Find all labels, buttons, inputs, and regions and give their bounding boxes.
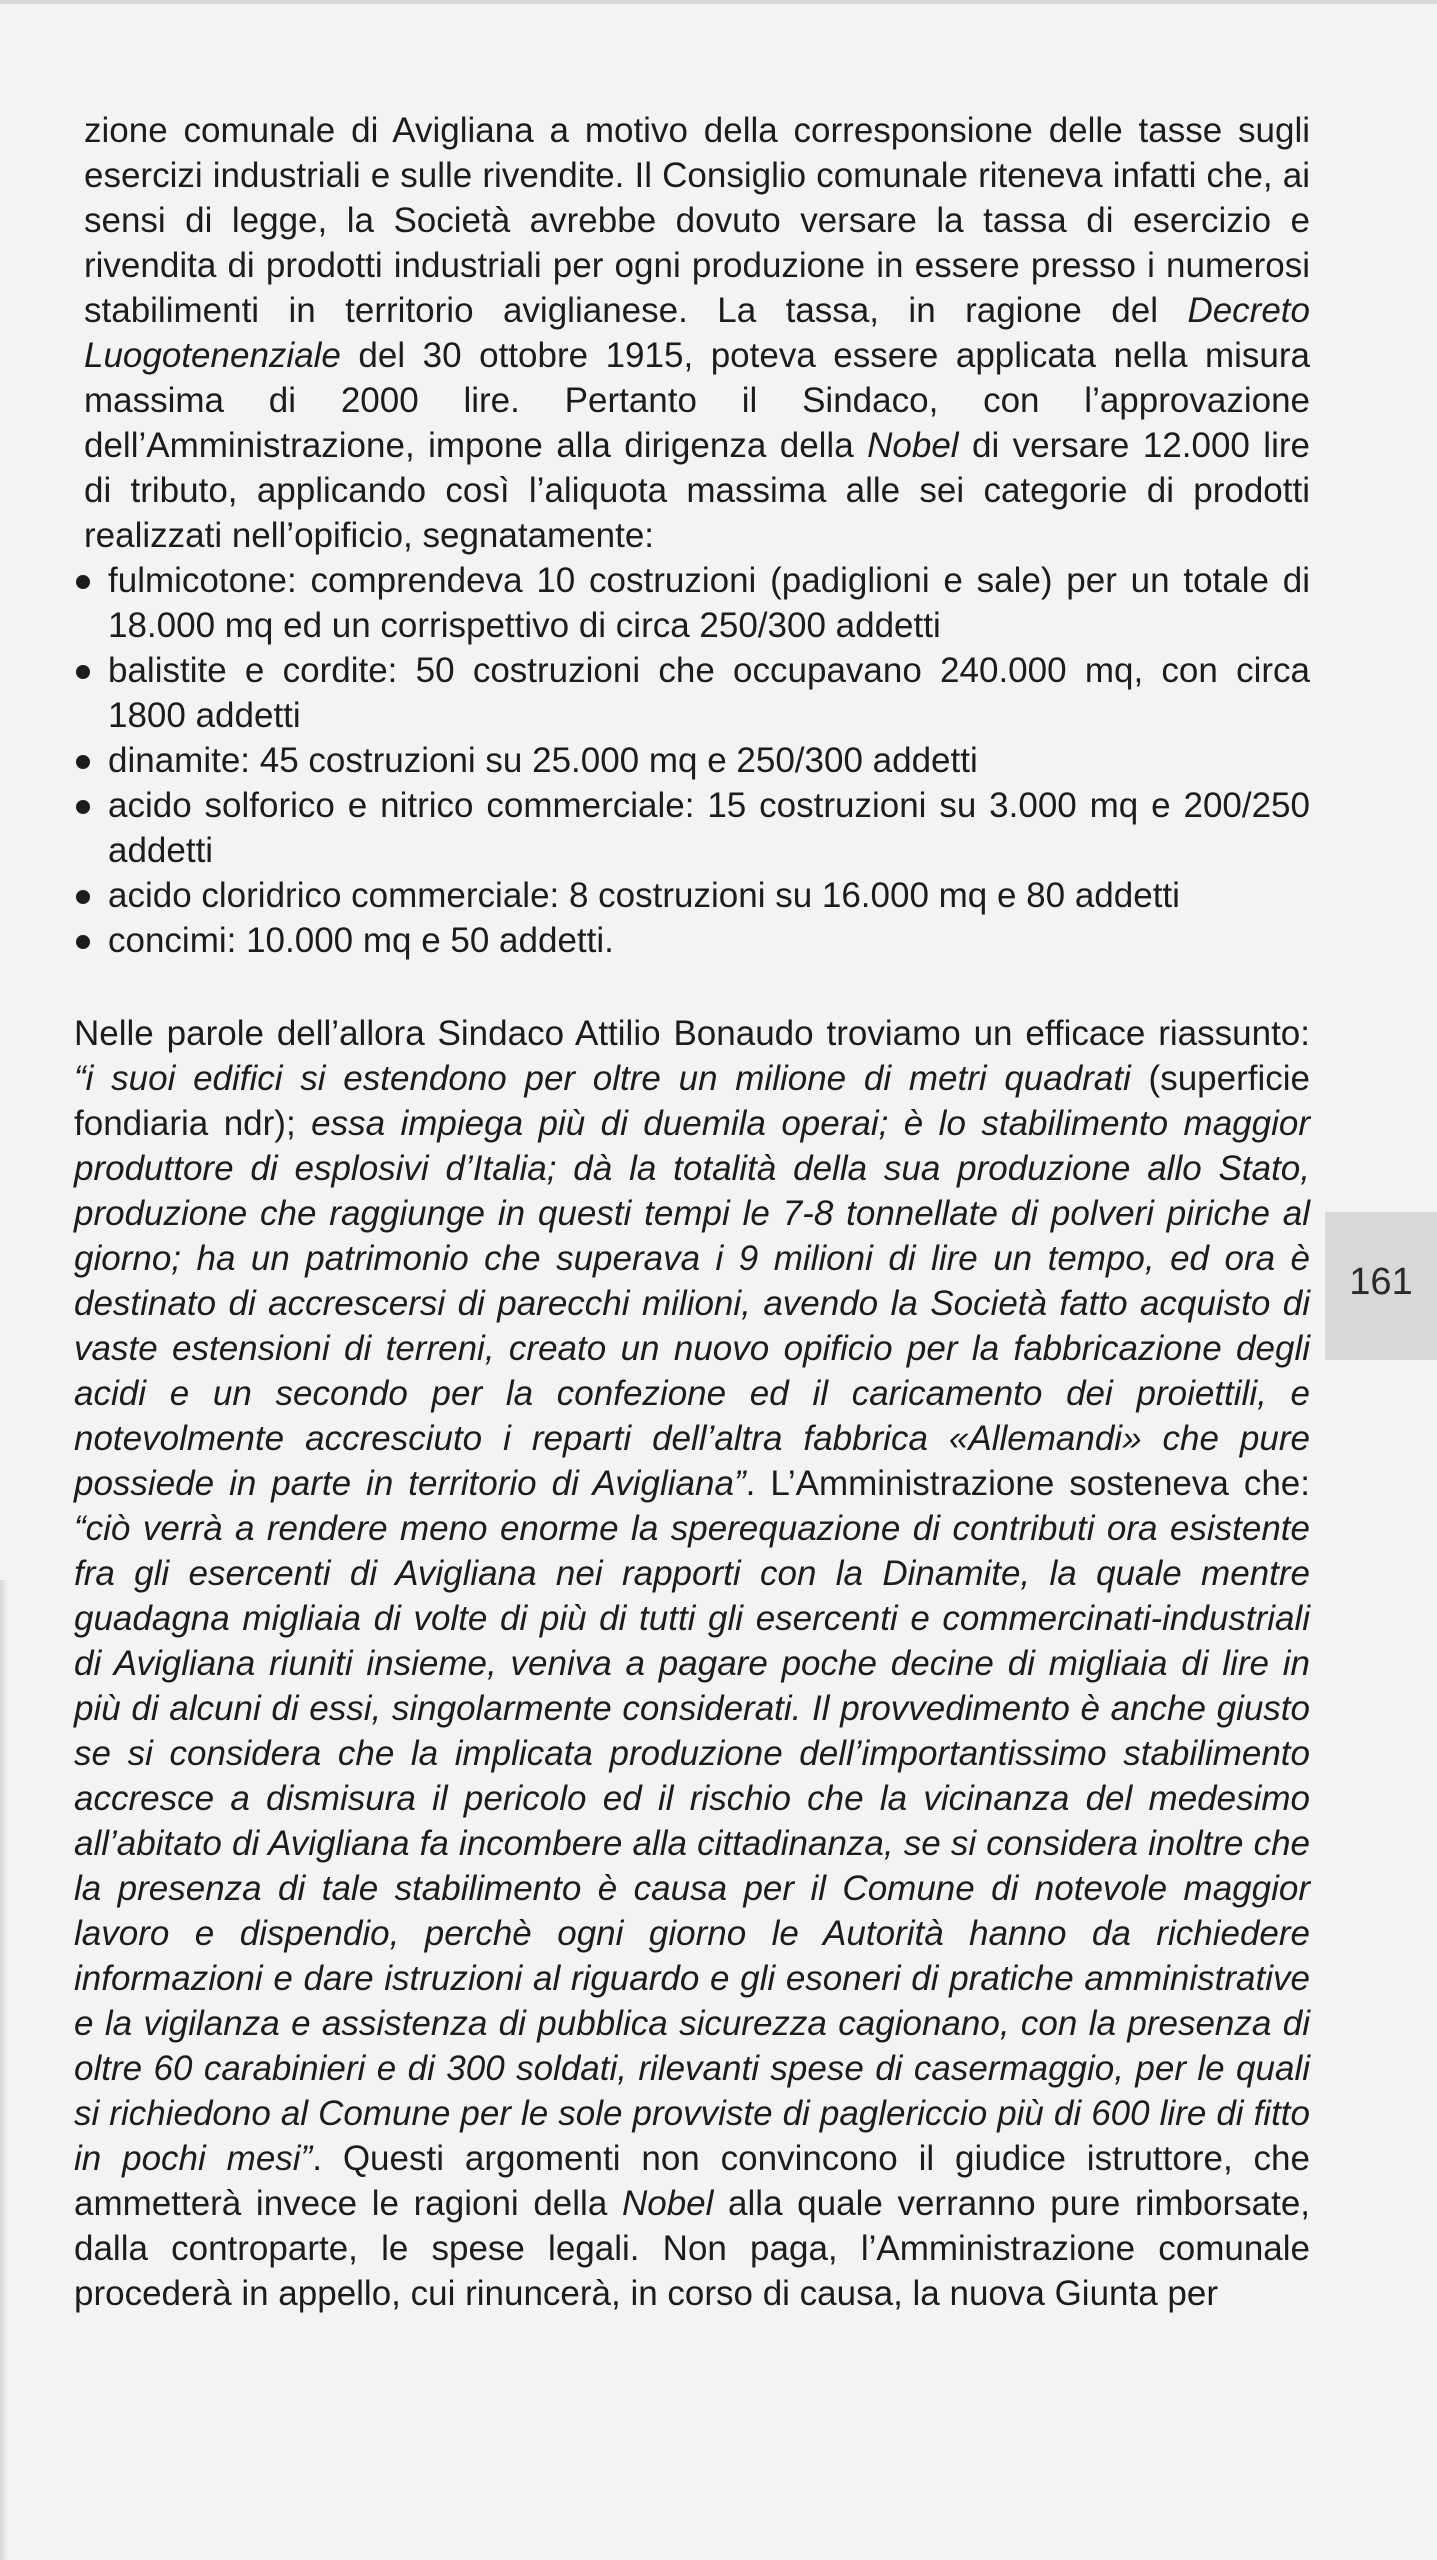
editor-note: (superficie fondiaria ndr); — [74, 1059, 1310, 1143]
list-item — [74, 558, 1310, 648]
bullet-dot-icon — [76, 665, 90, 679]
company-name: Nobel — [867, 426, 959, 465]
bullet-dot-icon — [76, 935, 90, 949]
bullet-dot-icon — [76, 755, 90, 769]
bullet-dot-icon — [76, 800, 90, 814]
paragraph-2-text: . Questi argomenti non convincono il giudice istruttore, che ammetterà invece le ragioni della — [74, 2139, 1310, 2223]
list-item-text: balistite e cordite: 50 costruzioni che occupavano 240.000 mq, con circa 1800 addetti — [108, 651, 1310, 735]
paragraph-2-text: alla quale verranno pure rimborsate, dalla controparte, le spese legali. Non paga, l’Amministrazione comunale procederà in appello, cui rinuncerà, in corso di causa, la nuova Giunta per — [74, 2184, 1311, 2313]
paragraph-1 — [84, 108, 1310, 558]
paragraph-2 — [74, 1011, 1310, 2316]
paragraph-2-text: Nelle parole dell’allora Sindaco Attilio Bonaudo troviamo un efficace riassunto: — [74, 1014, 1310, 1053]
paragraph-1-text: del 30 ottobre 1915, poteva essere applicata nella misura massima di 2000 lire. Pertanto il Sindaco, con l’approvazione dell’Amministrazione, impone alla dirigenza della — [84, 336, 1310, 465]
list-item-text: fulmicotone: comprendeva 10 costruzioni (padiglioni e sale) per un totale di 18.000 mq ed un corrispettivo di circa 250/300 addetti — [108, 561, 1310, 645]
bullet-dot-icon — [76, 890, 90, 904]
paragraph-2-text: . L’Amministrazione sosteneva che: — [745, 1464, 1310, 1503]
mayor-quote: “i suoi edifici si estendono per oltre un milione di metri quadrati — [74, 1059, 1131, 1098]
list-item-text: acido solforico e nitrico commerciale: 15 costruzioni su 3.000 mq e 200/250 addetti — [108, 786, 1310, 870]
list-item — [74, 873, 1310, 918]
product-category-list — [74, 558, 1310, 963]
paragraph-1-text: di versare 12.000 lire di tributo, applicando così l’aliquota massima alle sei categorie di prodotti realizzati nell’opificio, segnatamente: — [84, 426, 1310, 555]
company-name: Nobel — [621, 2184, 714, 2223]
list-item — [74, 918, 1310, 963]
page-number: 161 — [1349, 1261, 1413, 1303]
page-body — [0, 108, 1437, 2316]
administration-quote: “ciò verrà a rendere meno enorme la sperequazione di contributi ora esistente fra gli esercenti di Avigliana nei rapporti con la Dinamite, la quale mentre guadagna migliaia di volte di più di tutti gli esercenti e commercinati-industriali di Avigliana riuniti insieme, veniva a pagare poche decine di migliaia di lire in più di alcuni di essi, singolarmente considerati. Il provvedimento è anche giusto se si considera che la implicata produzione dell’importantissimo stabilimento accresce a dismisura il pericolo ed il rischio che la vicinanza del medesimo all’abitato di Avigliana fa incombere alla cittadinanza, se si considera inoltre che la presenza di tale stabilimento è causa per il Comune di notevole maggior lavoro e dispendio, perchè ogni giorno le Autorità hanno da richiedere informazioni e dare istruzioni al riguardo e gli esoneri di pratiche amministrative e la vigilanza e assistenza di pubblica sicurezza cagionano, con la presenza di oltre 60 carabinieri e di 300 soldati, rilevanti spese di casermaggio, per le quali si richiedono al Comune per le sole provviste di paglericcio più di 600 lire di fitto in pochi mesi” — [74, 1509, 1310, 2178]
list-item — [74, 738, 1310, 783]
list-item-text: dinamite: 45 costruzioni su 25.000 mq e 250/300 addetti — [108, 741, 978, 780]
page-top-edge — [0, 0, 1437, 4]
decree-title: Decreto Luogotenenziale — [84, 291, 1310, 375]
list-item-text: acido cloridrico commerciale: 8 costruzioni su 16.000 mq e 80 addetti — [108, 876, 1180, 915]
list-item-text: concimi: 10.000 mq e 50 addetti. — [108, 921, 614, 960]
paragraph-1-text: zione comunale di Avigliana a motivo della corresponsione delle tasse sugli esercizi industriali e sulle rivendite. Il Consiglio comunale riteneva infatti che, ai sensi di legge, la Società avrebbe dovuto versare la tassa di esercizio e rivendita di prodotti industriali per ogni produzione in essere presso i numerosi stabilimenti in territorio aviglianese. La tassa, in ragione del — [84, 111, 1310, 330]
mayor-quote: essa impiega più di duemila operai; è lo stabilimento maggior produttore di esplosivi d’Italia; dà la totalità della sua produzione allo Stato, produzione che raggiunge in questi tempi le 7-8 tonnellate di polveri piriche al giorno; ha un patrimonio che superava i 9 milioni di lire un tempo, ed ora è destinato di accrescersi di parecchi milioni, avendo la Società fatto acquisto di vaste estensioni di terreni, creato un nuovo opificio per la fabbricazione degli acidi e un secondo per la confezione ed il caricamento dei proiettili, e notevolmente accresciuto i reparti dell’altra fabbrica «Allemandi» che pure possiede in parte in territorio di Avigliana” — [74, 1104, 1311, 1503]
list-item — [74, 783, 1310, 873]
list-item — [74, 648, 1310, 738]
bullet-dot-icon — [76, 575, 90, 589]
